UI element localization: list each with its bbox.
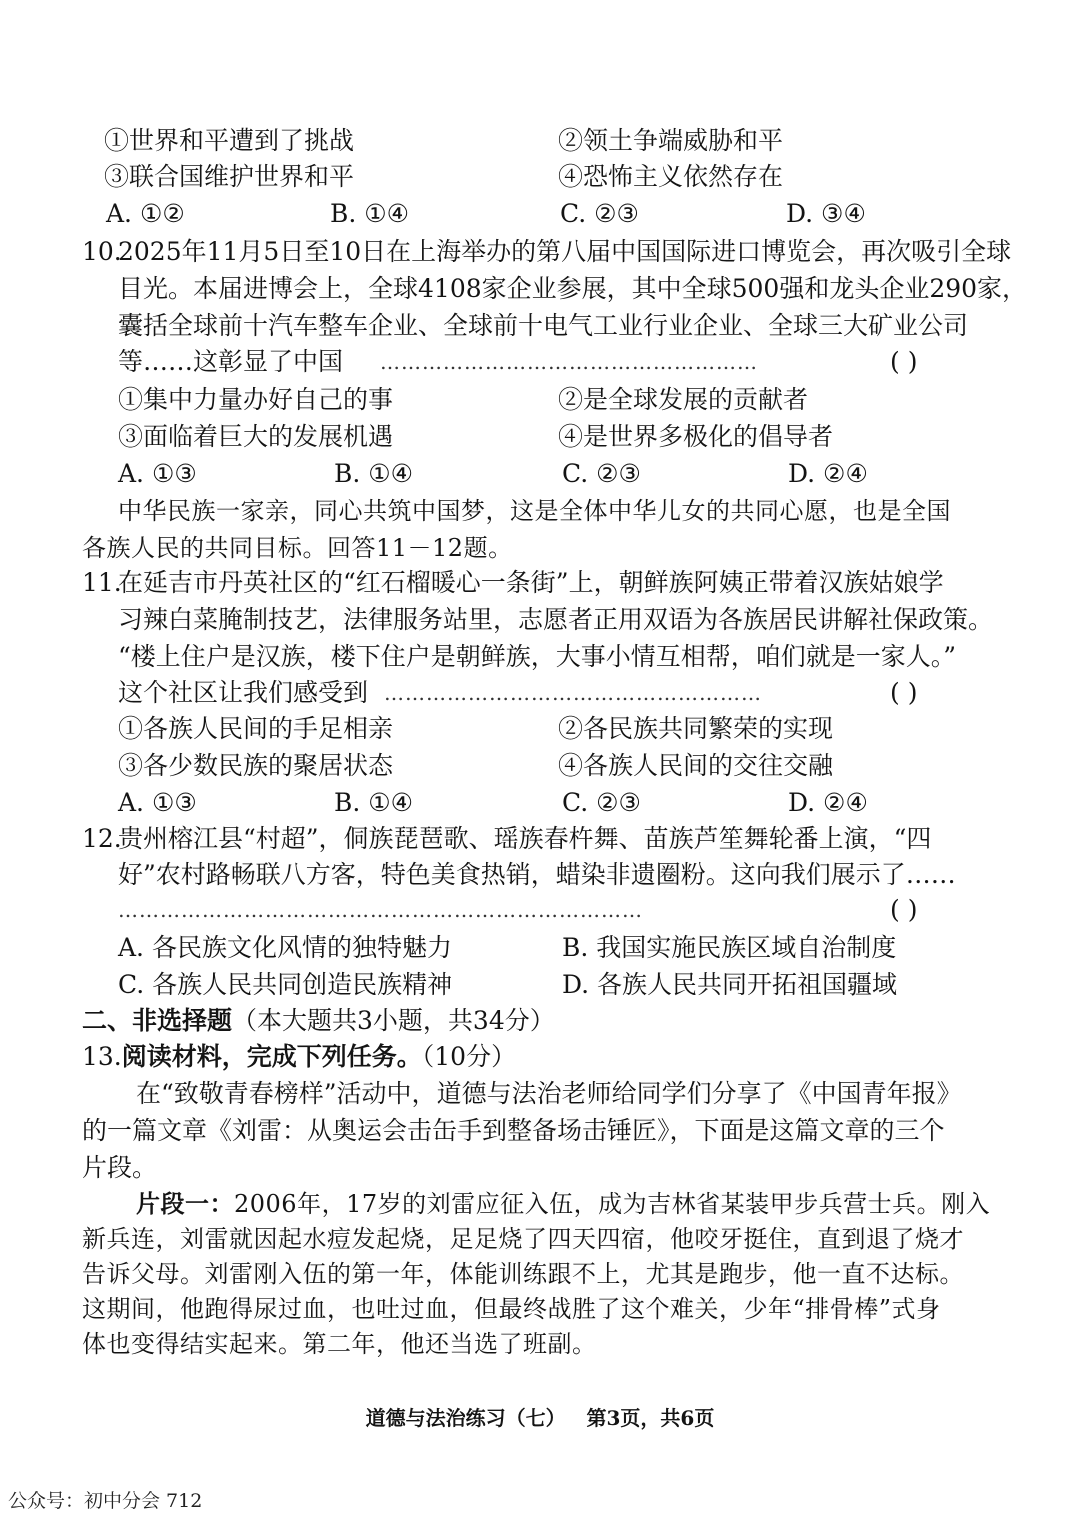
q12-option-c[interactable]: C. 各族人民共同创造民族精神 xyxy=(118,970,453,999)
footer-page-number: 第3页，共6页 xyxy=(586,1406,715,1430)
q9-option-c[interactable]: C. ②③ xyxy=(560,199,639,228)
q11-stem-line: “楼上住户是汉族，楼下住户是朝鲜族，大事小情互相帮，咱们就是一家人。” xyxy=(118,642,957,671)
q12-stem-line: 好”农村路畅联八方客，特色美食热销，蜡染非遗圈粉。这向我们展示了…… xyxy=(118,860,956,889)
q9-option-d[interactable]: D. ③④ xyxy=(786,199,866,228)
fragment-text: 2006年，17岁的刘雷应征入伍，成为吉林省某装甲步兵营士兵。刚入 xyxy=(234,1190,991,1218)
q13-title: 阅读材料，完成下列任务。 xyxy=(121,1042,422,1071)
q10-stem-line: 等……这彰显了中国 xyxy=(118,347,344,376)
q10-stem-line: 囊括全球前十汽车整车企业、全球前十电气工业行业企业、全球三大矿业公司 xyxy=(118,311,969,340)
footer-subject: 道德与法治练习（七） xyxy=(365,1406,566,1430)
q11-answer-paren[interactable]: ( ) xyxy=(890,678,918,707)
q9-statement-4: ④恐怖主义依然存在 xyxy=(558,162,784,191)
q10-number: 10. xyxy=(82,237,122,266)
q13-intro-line: 的一篇文章《刘雷：从奥运会击缶手到整备场击锤匠》，下面是这篇文章的三个 xyxy=(82,1116,945,1145)
q13-number: 13. xyxy=(82,1042,122,1071)
q10-option-c[interactable]: C. ②③ xyxy=(562,459,641,488)
q13-intro-line: 片段。 xyxy=(82,1153,158,1182)
q11-statement-2: ②各民族共同繁荣的实现 xyxy=(558,714,834,743)
q13-fragment-line: 告诉父母。刘雷刚入伍的第一年，体能训练跟不上，尤其是跑步，他一直不达标。 xyxy=(82,1260,964,1288)
q10-stem-line: 2025年11月5日至10日在上海举办的第八届中国国际进口博览会，再次吸引全球 xyxy=(118,237,1012,266)
q10-answer-paren[interactable]: ( ) xyxy=(890,347,918,376)
q13-fragment-line xyxy=(136,1187,990,1221)
q12-option-d[interactable]: D. 各族人民共同开拓祖国疆域 xyxy=(562,970,898,999)
q10-option-a[interactable]: A. ①③ xyxy=(118,459,197,488)
intro-11-12-line: 中华民族一家亲，同心共筑中国梦，这是全体中华儿女的共同心愿，也是全国 xyxy=(118,497,951,525)
q11-stem-line: 在延吉市丹英社区的“红石榴暖心一条街”上，朝鲜族阿姨正带着汉族姑娘学 xyxy=(118,568,944,597)
q9-statement-2: ②领土争端威胁和平 xyxy=(558,126,784,155)
q13-fragment-line: 这期间，他跑得尿过血，也吐过血，但最终战胜了这个难关，少年“排骨棒”式身 xyxy=(82,1295,941,1323)
q9-option-a[interactable]: A. ①② xyxy=(106,199,185,228)
q10-option-b[interactable]: B. ①④ xyxy=(334,459,414,488)
section-note: （本大题共3小题，共34分） xyxy=(232,1006,555,1035)
q11-option-c[interactable]: C. ②③ xyxy=(562,788,641,817)
q10-leader-dots: ……………………………………………… xyxy=(380,350,758,374)
q10-option-d[interactable]: D. ②④ xyxy=(788,459,868,488)
q11-option-b[interactable]: B. ①④ xyxy=(334,788,414,817)
q12-stem-line: 贵州榕江县“村超”，侗族琵琶歌、瑶族春杵舞、苗族芦笙舞轮番上演，“四 xyxy=(118,824,932,853)
q13-score: （10分） xyxy=(421,1042,517,1071)
q11-option-a[interactable]: A. ①③ xyxy=(118,788,197,817)
q11-stem-line: 习辣白菜腌制技艺，法律服务站里，志愿者正用双语为各族居民讲解社保政策。 xyxy=(118,605,994,634)
q11-stem-line: 这个社区让我们感受到 xyxy=(118,678,369,707)
q9-statement-1: ①世界和平遭到了挑战 xyxy=(104,126,355,155)
intro-11-12-line: 各族人民的共同目标。回答11－12题。 xyxy=(82,534,513,562)
section-heading xyxy=(82,1004,555,1038)
q12-leader-dots: ………………………………………………………………… xyxy=(118,898,643,922)
q11-number: 11. xyxy=(82,568,122,597)
q10-statement-3: ③面临着巨大的发展机遇 xyxy=(118,422,394,451)
q11-statement-4: ④各族人民间的交往交融 xyxy=(558,751,834,780)
q10-statement-4: ④是世界多极化的倡导者 xyxy=(558,422,834,451)
q9-statement-3: ③联合国维护世界和平 xyxy=(104,162,355,191)
q13-heading xyxy=(82,1040,516,1074)
q13-fragment-line: 体也变得结实起来。第二年，他还当选了班副。 xyxy=(82,1330,597,1358)
watermark-text: 公众号：初中分会 712 xyxy=(8,1490,203,1512)
q12-number: 12. xyxy=(82,824,122,853)
q12-option-b[interactable]: B. 我国实施民族区域自治制度 xyxy=(562,933,897,962)
q12-answer-paren[interactable]: ( ) xyxy=(890,895,918,924)
page-footer xyxy=(0,1402,1080,1431)
q11-option-d[interactable]: D. ②④ xyxy=(788,788,868,817)
q12-option-a[interactable]: A. 各民族文化风情的独特魅力 xyxy=(118,933,452,962)
fragment-label: 片段一： xyxy=(136,1189,234,1218)
q11-leader-dots: ……………………………………………… xyxy=(384,681,762,705)
q13-fragment-line: 新兵连，刘雷就因起水痘发起烧，足足烧了四天四宿，他咬牙挺住，直到退了烧才 xyxy=(82,1225,964,1253)
q9-option-b[interactable]: B. ①④ xyxy=(330,199,410,228)
q10-statement-2: ②是全球发展的贡献者 xyxy=(558,385,809,414)
q11-statement-1: ①各族人民间的手足相亲 xyxy=(118,714,394,743)
q10-stem-line: 目光。本届进博会上，全球4108家企业参展，其中全球500强和龙头企业290家， xyxy=(118,274,1028,303)
section-title: 二、非选择题 xyxy=(82,1006,233,1035)
q11-statement-3: ③各少数民族的聚居状态 xyxy=(118,751,394,780)
q10-statement-1: ①集中力量办好自己的事 xyxy=(118,385,394,414)
q13-intro-line: 在“致敬青春榜样”活动中，道德与法治老师给同学们分享了《中国青年报》 xyxy=(136,1079,962,1108)
